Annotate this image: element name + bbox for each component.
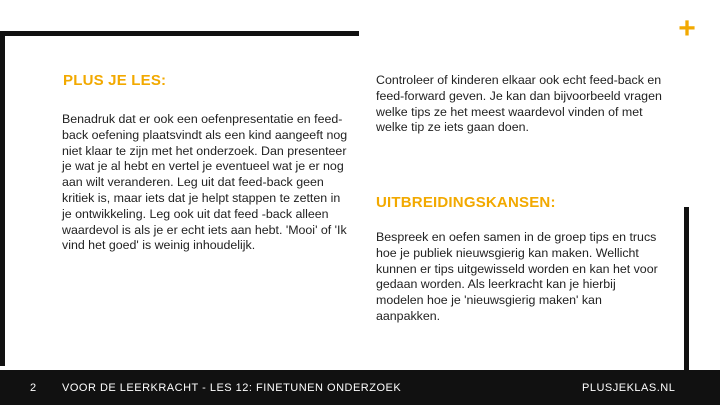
footer-bar (0, 370, 720, 405)
section-heading-uitbreidingskansen: UITBREIDINGSKANSEN: (376, 194, 556, 211)
feedback-check-text: Controleer of kinderen elkaar ook echt feed-back en feed-forward geven. Je kan dan bijvoorbeeld vragen welke tips ze het meest waardevol vinden of met welke tip ze iets gaan doen. (376, 73, 662, 135)
plus-je-les-text: Benadruk dat er ook een oefenpresentatie en feed-back oefening plaatsvindt als een kind aangeeft nog niet klaar te zijn met het onderzoek. Dan presenteer je wat je al hebt en vertel je eventueel wat je er nog aan wilt veranderen. Leg uit dat feed-back geen kritiek is, maar iets dat je helpt stappen te zetten in je ontwikkeling. Leg ook uit dat feed -back alleen waardevol is als je er echt iets aan hebt. 'Mooi' of 'Ik vind het goed' is weinig inhoudelijk. (62, 112, 348, 253)
uitbreidingskansen-text: Bespreek en oefen samen in de groep tips en trucs hoe je publiek nieuwsgierig kan maken. Wellicht kunnen er tips uitgewisseld worden en kan het voor gedaan worden. Als leerkracht kan je hierbij modelen hoe je 'nieuwsgierig maken' kan aanpakken. (376, 230, 658, 323)
page-number: 2 (30, 382, 37, 394)
footer-website-link[interactable]: PLUSJEKLAS.NL (582, 382, 676, 394)
footer-lesson-title: VOOR DE LEERKRACHT - LES 12: FINETUNEN ONDERZOEK (62, 382, 402, 394)
frame-top-line (0, 31, 359, 36)
frame-left-line (0, 31, 5, 366)
frame-right-line (684, 207, 689, 372)
section-heading-plus-je-les: PLUS JE LES: (63, 72, 167, 89)
plus-logo-icon: + (678, 12, 696, 45)
